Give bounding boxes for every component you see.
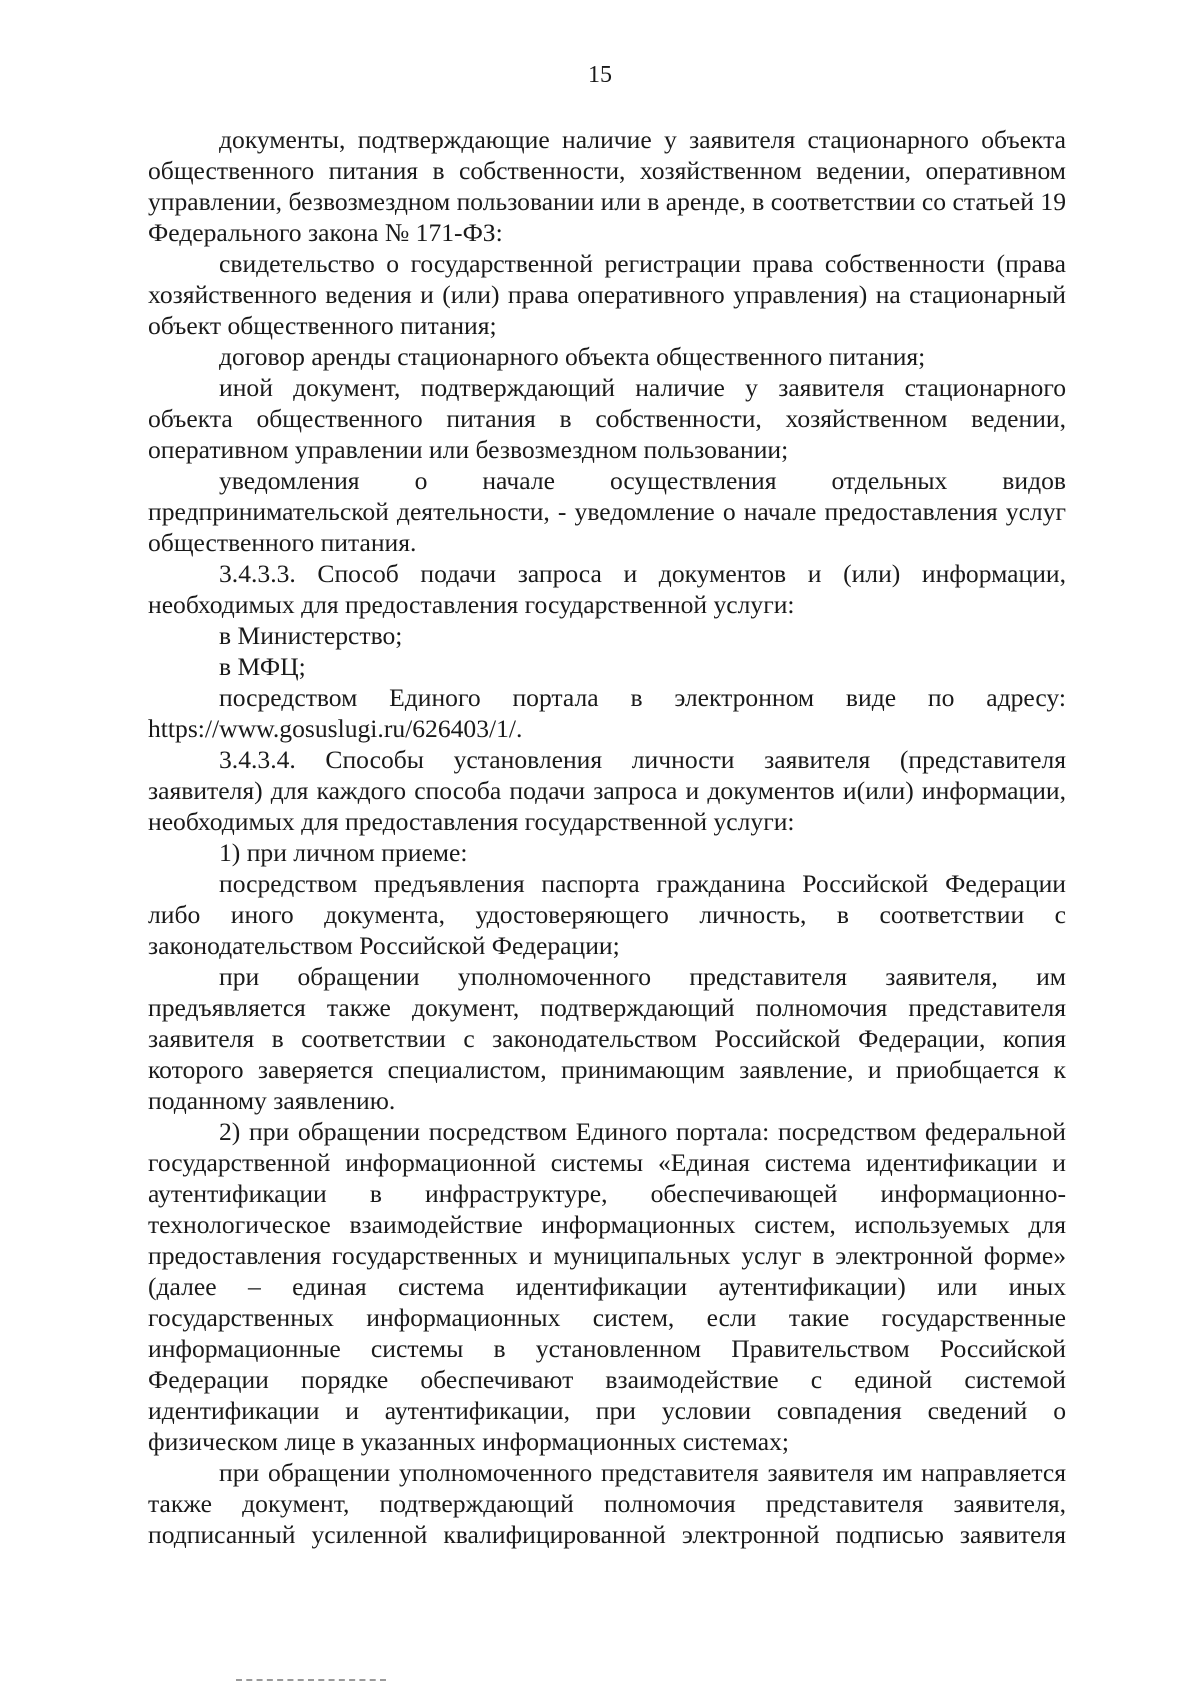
paragraph: 2) при обращении посредством Единого портала: посредством федеральной государственной информационной системы «Единая система идентификации и аутентификации в инфраструктуре, обеспечивающей информационно-технологическое взаимодействие информационных систем, используемых для предоставления государственных и муниципальных услуг в электронной форме» (далее – единая система идентификации аутентификации) или иных государственных информационных систем, если такие государственные информационные системы в установленном Правительством Российской Федерации порядке обеспечивают взаимодействие с единой системой идентификации и аутентификации, при условии совпадения сведений о физическом лице в указанных информационных системах; (148, 1117, 1066, 1456)
page-number: 15 (588, 62, 612, 88)
scan-artifact-divider (236, 1679, 386, 1684)
paragraph: при обращении уполномоченного представителя заявителя, им предъявляется также документ, подтверждающий полномочия представителя заявителя в соответствии с законодательством Российской Федерации, копия которого заверяется специалистом, принимающим заявление, и приобщается к поданному заявлению. (148, 962, 1066, 1115)
paragraph: в МФЦ; (219, 652, 306, 681)
document-body (148, 124, 1066, 1550)
paragraph: договор аренды стационарного объекта общественного питания; (219, 342, 926, 371)
paragraph: свидетельство о государственной регистрации права собственности (права хозяйственного ведения и (или) права оперативного управления) на стационарный объект общественного питания; (148, 249, 1066, 340)
paragraph: иной документ, подтверждающий наличие у заявителя стационарного объекта общественного питания в собственности, хозяйственном ведении, оперативном управлении или безвозмездном пользовании; (148, 373, 1066, 464)
paragraph: в Министерство; (219, 621, 403, 650)
paragraph: 3.4.3.3. Способ подачи запроса и документов и (или) информации, необходимых для предоставления государственной услуги: (148, 559, 1066, 619)
paragraph: посредством предъявления паспорта гражданина Российской Федерации либо иного документа, удостоверяющего личность, в соответствии с законодательством Российской Федерации; (148, 869, 1066, 960)
paragraph: при обращении уполномоченного представителя заявителя им направляется также документ, подтверждающий полномочия представителя заявителя, подписанный усиленной квалифицированной электронной подписью заявителя (148, 1458, 1066, 1549)
paragraph: документы, подтверждающие наличие у заявителя стационарного объекта общественного питания в собственности, хозяйственном ведении, оперативном управлении, безвозмездном пользовании или в аренде, в соответствии со статьей 19 Федерального закона № 171-ФЗ: (148, 125, 1066, 247)
paragraph: уведомления о начале осуществления отдельных видов предпринимательской деятельности, - уведомление о начале предоставления услуг общественного питания. (148, 466, 1066, 557)
paragraph: посредством Единого портала в электронном виде по адресу: https://www.gosuslugi.ru/626403/1/. (148, 683, 1066, 743)
paragraph: 3.4.3.4. Способы установления личности заявителя (представителя заявителя) для каждого способа подачи запроса и документов и(или) информации, необходимых для предоставления государственной услуги: (148, 745, 1066, 836)
paragraph: 1) при личном приеме: (219, 838, 468, 867)
